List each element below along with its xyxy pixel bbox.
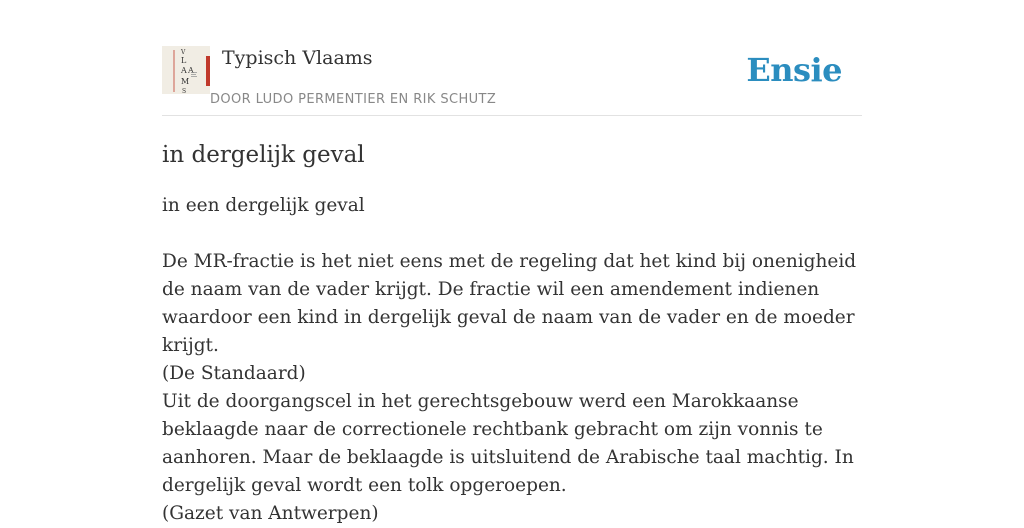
logo-letter: A	[188, 66, 194, 75]
example-source: (Gazet van Antwerpen)	[162, 503, 379, 524]
entry-examples	[162, 248, 862, 528]
logo-letter: L	[181, 56, 187, 65]
logo-letter: S	[182, 88, 187, 95]
book-title[interactable]: Typisch Vlaams	[222, 47, 373, 69]
book-cover-logo[interactable]	[162, 46, 210, 94]
book-authors: DOOR LUDO PERMENTIER EN RIK SCHUTZ	[210, 92, 497, 107]
header-divider	[162, 115, 862, 116]
logo-letter: M	[181, 77, 190, 86]
entry-definition: in een dergelijk geval	[162, 195, 365, 216]
example-source: (De Standaard)	[162, 363, 306, 384]
page-header	[162, 46, 862, 116]
entry-title: in dergelijk geval	[162, 142, 365, 168]
logo-letter: V	[181, 49, 186, 56]
logo-letter: A	[181, 66, 187, 75]
example-quote: Uit de doorgangscel in het gerechtsgebouw werd een Marokkaanse beklaagde naar de correctionele rechtbank gebracht om zijn vonnis te aanhoren. Maar de beklaagde is uitsluitend de Arabische taal machtig. In dergelijk geval wordt een tolk opgeroepen.	[162, 391, 854, 496]
ensie-logo[interactable]: Ensie	[746, 51, 842, 89]
example-quote: De MR-fractie is het niet eens met de regeling dat het kind bij onenigheid de naam van de vader krijgt. De fractie wil een amendement indienen waardoor een kind in dergelijk geval de naam van de vader en de moeder krijgt.	[162, 251, 857, 356]
book-cover-icon	[162, 46, 210, 94]
